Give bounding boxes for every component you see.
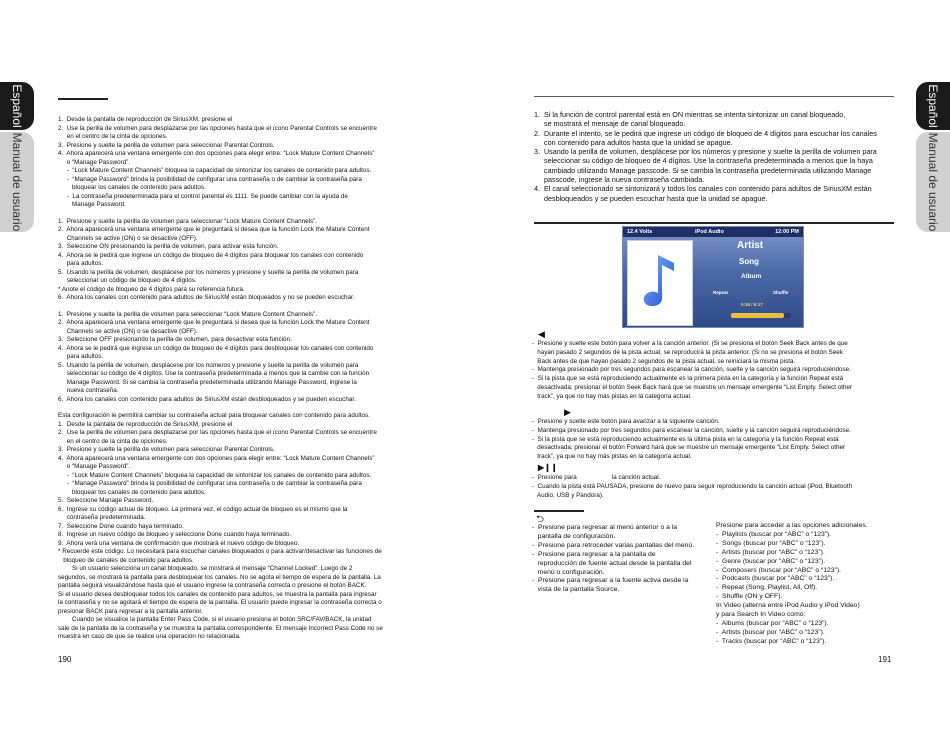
text-line: para adultos. (58, 260, 104, 267)
text-line: 1. Si la función de control parental está en ON mientras se intenta sintonizar un canal bloqueado, (534, 110, 846, 119)
text-line: 1. Desde la pantalla de reproducción de SiriusXM, presione el (58, 420, 233, 428)
language-tab-label: Español (10, 84, 24, 128)
text-line: se mostrará el mensaje de canal bloqueado. (534, 119, 686, 129)
back-button-notes (532, 524, 712, 595)
language-tab-left (0, 82, 34, 130)
text-line: 4. Ahora aparecerá una ventana emergente con dos opciones para elegir entre: “Lock Mature Content Channels” (58, 454, 375, 462)
elapsed-time: 5:36 / 6:17 (741, 302, 763, 307)
text-line: - “Manage Password” brinda la posibilidad de configurar una contraseña o de cambiar la contraseña para (58, 175, 362, 183)
text-line: muestra en caso de que se realice una operación no relacionada. (58, 633, 241, 640)
text-line: - Presione para regresar a la fuente activa desde la (532, 577, 689, 585)
song-label: Song (739, 257, 759, 266)
text-line: Manage Password. (58, 201, 126, 208)
manage-password-steps (58, 412, 418, 642)
text-line: 4. Ahora se le pedirá que ingrese un código de bloqueo de 4 dígitos para desbloquear los canales con contenido (58, 344, 374, 352)
text-line: - Albums (buscar por “ABC” o “123”). (716, 619, 829, 627)
text-line: - Artists (buscar por “ABC” o “123”). (716, 548, 825, 556)
top-rule (534, 96, 894, 97)
music-note-icon (628, 241, 692, 325)
text-line: - “Lock Mature Content Channels” bloquea la capacidad de sintonizar los canales de contenido para adultos. (58, 471, 372, 479)
album-art (627, 240, 693, 326)
text-line: 1. Presione y suelte la perilla de volumen para seleccionar “Lock Mature Content Channels”. (58, 310, 318, 318)
text-line: - Composers (buscar por “ABC” o “123”). (716, 566, 842, 574)
voltage-readout: 12.4 Volts (627, 229, 653, 235)
parental-controls-steps (58, 116, 418, 210)
text-line: desbloqueados y se pueden escuchar hasta que la unidad se apague. (534, 193, 768, 203)
text-line: - Presione para regresar al menú anterior o a la (532, 524, 678, 531)
text-line: la contraseña y no se agotará el tiempo de espera de la pantalla. El usuario puede ingresar la contraseña correcta o (58, 599, 382, 606)
text-line: track”, ya que no hay más pistas en la categoría actual. (532, 453, 692, 461)
text-line: desactivada; presionar el botón Forward hará que se muestre un mensaje emergente “List Empty. Select other (532, 444, 846, 452)
text-line: cambiado utilizando Manage passcode. Si se cambia la contraseña predeterminada utilizando Manage (534, 165, 872, 175)
text-line: * Anote el código de bloqueo de 4 dígitos para su referencia futura. (58, 285, 245, 293)
text-line: 2. Ahora aparecerá una ventana emergente que le preguntará si desea que la función Lock the Mature Content (58, 319, 370, 326)
text-line: Back antes de que hayan pasado 2 segundos de la pista actual, se reiniciará la misma pista. (532, 357, 796, 365)
text-line: 3. Presione y suelte la perilla de volumen para seleccionar Parental Controls. (58, 141, 275, 149)
play-pause-notes (532, 474, 894, 500)
text-line: 4. Ahora se le pedirá que ingrese un código de bloqueo de 4 dígitos para bloquear los canales con contenido (58, 251, 364, 259)
text-line: bloquear los canales de contenido para adultos. (58, 184, 206, 191)
text-line: o “Manage Password”. (58, 463, 131, 470)
seek-forward-notes (532, 418, 894, 462)
text-line: contraseña predeterminada. (58, 514, 146, 521)
text-line: bloquear los canales de contenido para adultos. (58, 488, 206, 496)
progress-fill (731, 313, 784, 318)
play-pause-icon: ▶❙❙ (538, 463, 558, 472)
status-bar (623, 227, 803, 237)
text-line: 1. Presione y suelte la perilla de volumen para seleccionar “Lock Mature Content Channels”. (58, 217, 318, 225)
text-line: - “Lock Mature Content Channels” bloquea la capacidad de sintonizar los canales de contenido para adultos. (58, 167, 372, 174)
text-line: - Playlists (buscar por “ABC” o “123”). (716, 530, 832, 538)
text-line: - Podcasts (buscar por “ABC” o “123”). (716, 575, 835, 583)
seek-forward-icon: ▶ (564, 407, 571, 417)
text-line: vista de la pantalla Source. (532, 586, 620, 594)
text-line: Audio, USB y Pandora). (532, 491, 604, 499)
text-line: - Mantenga presionado por tres segundos para escanear la canción, suelte y la canción seguirá reproduciéndose. (532, 426, 851, 434)
text-line: 5. Usando la perilla de volumen, desplácese por los números y presione y suelte la perilla de volumen para (58, 268, 359, 276)
manual-tab-label: Manual de usuario (10, 132, 24, 232)
text-line: Esta configuración le permitirá cambiar su contraseña actual para bloquear canales con contenido para adultos. (58, 412, 370, 419)
text-line: 3. Seleccione ON presionando la perilla de volumen, para activar esta función. (58, 243, 279, 250)
text-line: - Presione para regresar a la pantalla de (532, 550, 656, 558)
text-line: - Mantenga presionado por tres segundos para escanear la canción, suelte y la canción seguirá reproduciéndose. (532, 366, 851, 374)
text-line: Presione para acceder a las opciones adicionales. (716, 522, 868, 529)
text-line: 3. Seleccione OFF presionando la perilla de volumen, para desactivar esta función. (58, 336, 292, 343)
text-line: 7. Seleccione Done cuando haya terminado. (58, 522, 184, 530)
text-line: Manage Password. Si se cambia la contraseña predeterminada utilizando Manage Password, ingrese la (58, 378, 357, 386)
text-line: Channels se active (ON) o se desactive (OFF). (58, 327, 198, 335)
album-label: Album (741, 273, 762, 280)
text-line: o “Manage Password”. (58, 158, 131, 166)
text-line: - Repeat (Song, Playlist, All, Off). (716, 584, 818, 592)
artist-label: Artist (737, 240, 764, 251)
text-line: - Cuando la pista está PAUSADA, presione de nuevo para seguir reproduciendo la canción actual (iPod, Bluetooth (532, 482, 853, 490)
text-line: 3. Usando la perilla de volumen, desplácese por los números y presione y suelte la perilla de volumen para (534, 147, 877, 157)
text-line: - Si la pista que se está reproduciendo actualmente es la última pista en la categoría y la función Repeat está (532, 435, 839, 443)
text-line: en el centro de la cinta de opciones. (58, 133, 168, 140)
text-line: presionar BACK para regresar a la pantalla anterior. (58, 607, 203, 615)
seek-back-icon: ◀ (538, 329, 545, 339)
text-line: - La contraseña predeterminada para el control parental es 1111. Se puede cambiar con la ayuda de (58, 192, 348, 200)
text-line: 1. Desde la pantalla de reproducción de SiriusXM, presione el (58, 116, 233, 123)
text-line: Channels se active (ON) o se desactive (OFF). (58, 234, 198, 242)
text-line: 2. Use la perilla de volumen para desplazarse por las opciones hasta que el ícono Parental Controls se encuentre (58, 124, 377, 132)
text-line: segundos, se mostrará la pantalla para desbloquear los canales. No se agota el tiempo de espera de la pantalla. La (58, 573, 381, 581)
progress-bar (731, 313, 791, 318)
text-line: - Presione para retroceder varias pantallas del menú. (532, 541, 695, 549)
text-line: 5. Seleccione Manage Password. (58, 497, 154, 504)
section-rule (534, 222, 894, 224)
manual-tab-right (916, 132, 950, 232)
unlock-channels-steps (58, 311, 418, 405)
text-line: seleccionar su código de 4 dígitos. Use la contraseña predeterminada a menos que la cambie con la función (58, 370, 370, 377)
text-line: sale de la pantalla de la contraseña y se muestra la pantalla correspondiente. El mensaje Incorrect Pass Code no se (58, 624, 383, 632)
manual-tab-label: Manual de usuario (926, 132, 940, 232)
repeat-label: Repeat (713, 290, 729, 295)
ipod-audio-screen (622, 226, 804, 328)
text-line: - Presione y suelte este botón para volver a la canción anterior. (Si se presiona el botón Seek Back antes de que (532, 340, 848, 347)
text-line: Cuando se visualice la pantalla Enter Pass Code, si el usuario presiona el botón SRC/FAV/BACK, la unidad (58, 616, 372, 623)
text-line: 9. Ahora verá una ventana de confirmación que mostrará el nuevo código de bloqueo. (58, 539, 300, 547)
manual-tab-left (0, 132, 34, 232)
text-line: seleccionar un código de bloqueo de 4 dígitos. (58, 277, 197, 284)
text-line: bloqueo de canales de contenido para adultos. (58, 556, 194, 564)
lock-channels-steps (58, 218, 418, 303)
seek-back-notes (532, 340, 894, 402)
screen-title: iPod Audio (695, 229, 724, 235)
text-line: * Recuerde este código. Lo necesitará para escuchar canales bloqueados o para activar/desactivar las funciones de (58, 548, 382, 555)
text-line: pantalla de configuración. (532, 532, 616, 540)
locked-channel-steps (534, 110, 894, 203)
text-line: - Presione y suelte este botón para avanzar a la siguiente canción. (532, 418, 720, 425)
text-line: - “Manage Password” brinda la posibilidad de configurar una contraseña o de cambiar la contraseña para (58, 480, 362, 487)
page-number-right: 191 (878, 655, 892, 664)
text-line: 6. Ingrese su código actual de bloqueo. La primera vez, el código actual de bloqueo es el mismo que la (58, 505, 348, 513)
text-line: 3. Presione y suelte la perilla de volumen para seleccionar Parental Controls. (58, 446, 275, 453)
text-line: In Video (alterna entre iPod Audio y iPod Video) (716, 602, 860, 610)
text-line: - Presione para la canción actual. (532, 474, 661, 481)
text-line: menú o configuración. (532, 568, 605, 576)
shuffle-label: Shuffle (773, 290, 789, 295)
text-line: y para Search In Video como: (716, 611, 806, 619)
text-line: - Songs (buscar por “ABC” o “123”). (716, 539, 826, 547)
text-line: Si un usuario selecciona un canal bloqueado, se mostrará el mensaje “Channel Locked”. Luego de 2 (58, 565, 353, 572)
text-line: 2. Ahora aparecerá una ventana emergente que le preguntará si desea que la función Lock the Mature Content (58, 226, 370, 233)
text-line: - Shuffle (ON y OFF). (716, 593, 783, 601)
text-line: con contenido para adultos hasta que la unidad se apague. (534, 137, 733, 147)
text-line: - Si la pista que se está reproduciendo actualmente es la primera pista en la categoría y la función Repeat está (532, 375, 844, 383)
text-line: hayan pasado 2 segundos de la pista actual, se reproducirá la pista anterior. (Si no se presiona el botón Seek (532, 348, 843, 356)
text-line: nueva contraseña. (58, 387, 119, 394)
clock: 12:00 PM (775, 229, 799, 235)
text-line: 5. Usando la perilla de volumen, desplácese por los números y presione y suelte la perilla de volumen para (58, 361, 359, 369)
text-line: reproducción de fuente actual desde la pantalla del (532, 559, 692, 567)
text-line: 2. Use la perilla de volumen para desplazarse por las opciones hasta que el ícono Parental Controls se encuentre (58, 429, 377, 436)
language-tab-right (916, 82, 950, 130)
options-notes (716, 522, 896, 647)
text-line: pantalla seguirá visualizándose hasta que el usuario ingrese la contraseña correcta o presione el botón BACK. (58, 582, 367, 589)
text-line: 4. Ahora aparecerá una ventana emergente con dos opciones para elegir entre: “Lock Mature Content Channels” (58, 150, 375, 157)
page-number-left: 190 (58, 655, 72, 664)
left-page-text (58, 116, 418, 642)
text-line: seleccionar su código de bloqueo de 4 dígitos. Use la contraseña predeterminada a menos que la haya (534, 156, 873, 166)
language-tab-label: Español (926, 84, 940, 128)
text-line: desactivada; presionar el botón Seek Back hará que se muestre un mensaje emergente “List Empty. Select other (532, 383, 853, 391)
back-arrow-icon: ⮌ (536, 514, 545, 525)
text-line: track”, ya que no hay más pistas en la categoría actual. (532, 392, 692, 400)
text-line: 4. El canal seleccionado se sintonizará y todos los canales con contenido para adultos de SiriusXM están (534, 184, 872, 194)
text-line: passcode, ingrese la nueva contraseña cambiada. (534, 175, 705, 185)
text-line: en el centro de la cinta de opciones. (58, 437, 168, 445)
text-line: Si el usuario desea desbloquear todos los canales de contenido para adultos, se muestra la pantalla para ingresar (58, 590, 377, 598)
text-line: 6. Ahora los canales con contenido para adultos de SiriusXM están desbloqueados y se pueden escuchar. (58, 395, 356, 403)
text-line: 8. Ingrese un nuevo código de bloqueo y seleccione Done cuando haya terminado. (58, 531, 292, 538)
heading-rule (58, 98, 108, 100)
text-line: - Genre (buscar por “ABC” o “123”). (716, 557, 826, 565)
text-line: 2. Durante el intento, se le pedirá que ingrese un código de bloqueo de 4 dígitos para escuchar los canales (534, 128, 877, 138)
text-line: para adultos. (58, 353, 104, 360)
text-line: - Artists (buscar por “ABC” o “123”). (716, 628, 825, 636)
text-line: - Tracks (buscar por “ABC” o “123”). (716, 637, 827, 645)
text-line: 6. Ahora los canales con contenido para adultos de SiriusXM están bloqueados y no se pueden escuchar. (58, 294, 355, 301)
